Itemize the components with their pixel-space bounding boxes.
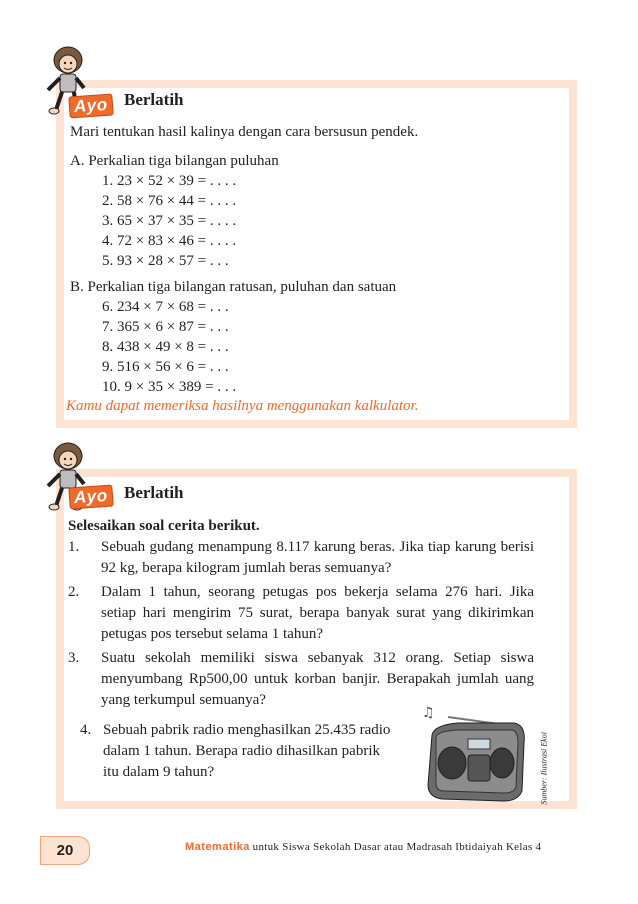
- word-problem: Suatu sekolah memiliki siswa sebanyak 312 orang. Setiap siswa menyumbang Rp500,00 untuk korban banjir. Berapakah jumlah uang yang terkumpul semuanya?: [101, 650, 534, 708]
- section-heading: Berlatih: [124, 90, 184, 109]
- group-b-label: B. Perkalian tiga bilangan ratusan, puluhan dan satuan: [70, 279, 397, 295]
- problem-number: 2.: [68, 584, 80, 600]
- intro-text: Selesaikan soal cerita berikut.: [68, 518, 260, 534]
- group-a-label: A. Perkalian tiga bilangan puluhan: [70, 153, 279, 169]
- calculator-note: Kamu dapat memeriksa hasilnya menggunakan kalkulator.: [66, 398, 419, 414]
- book-subtitle: untuk Siswa Sekolah Dasar atau Madrasah Ibtidaiyah Kelas 4: [252, 841, 542, 853]
- radio-illustration-icon: [418, 703, 530, 803]
- exercise-item: 2. 58 × 76 × 44 = . . . .: [102, 193, 237, 209]
- intro-text: Mari tentukan hasil kalinya dengan cara bersusun pendek.: [70, 124, 419, 140]
- exercise-item: 9. 516 × 56 × 6 = . . .: [102, 359, 229, 375]
- image-source: Sumber: Ilustrasi Ekoi: [539, 732, 549, 805]
- section-heading: Berlatih: [124, 483, 184, 502]
- exercise-item: 10. 9 × 35 × 389 = . . .: [102, 379, 237, 395]
- ayo-badge: Ayo: [68, 94, 113, 119]
- ayo-badge: Ayo: [68, 485, 113, 510]
- word-problem-line: Sebuah pabrik radio menghasilkan 25.435 radio: [103, 722, 391, 738]
- word-problem-line: itu dalam 9 tahun?: [103, 764, 215, 780]
- exercise-item: 8. 438 × 49 × 8 = . . .: [102, 339, 229, 355]
- problem-number: 4.: [80, 722, 92, 738]
- exercise-item: 3. 65 × 37 × 35 = . . . .: [102, 213, 237, 229]
- svg-text:♫: ♫: [422, 705, 435, 721]
- word-problem: Dalam 1 tahun, seorang petugas pos bekerja selama 276 hari. Jika setiap hari mengirim 75 surat, berapa banyak surat yang dikirimkan petugas pos tersebut selama 1 tahun?: [101, 584, 534, 642]
- exercise-item: 1. 23 × 52 × 39 = . . . .: [102, 173, 237, 189]
- book-brand: Matematika: [185, 841, 250, 853]
- exercise-item: 5. 93 × 28 × 57 = . . .: [102, 253, 229, 269]
- word-problem-line: dalam 1 tahun. Berapa radio dihasilkan pabrik: [103, 743, 380, 759]
- problem-number: 3.: [68, 650, 80, 666]
- exercise-item: 7. 365 × 6 × 87 = . . .: [102, 319, 229, 335]
- footer-title: [185, 841, 541, 853]
- exercise-item: 6. 234 × 7 × 68 = . . .: [102, 299, 229, 315]
- word-problem: Sebuah gudang menampung 8.117 karung beras. Jika tiap karung berisi 92 kg, berapa kilogram jumlah beras semuanya?: [101, 539, 534, 576]
- problem-number: 1.: [68, 539, 80, 555]
- exercise-item: 4. 72 × 83 × 46 = . . . .: [102, 233, 237, 249]
- page-number: 20: [40, 836, 90, 865]
